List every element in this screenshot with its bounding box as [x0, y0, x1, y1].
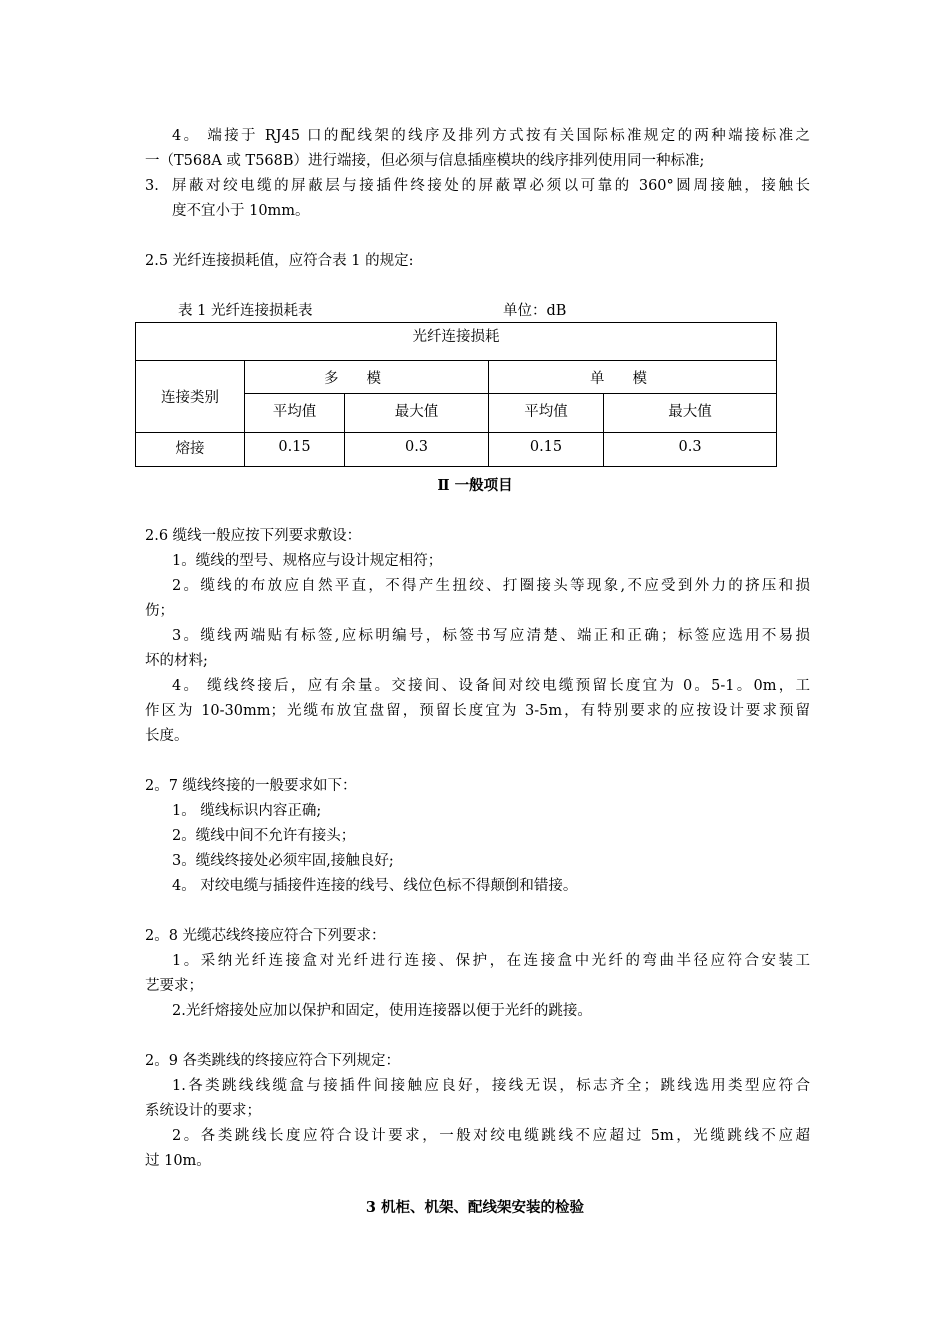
list-item: 1。 缆线标识内容正确; [172, 803, 322, 819]
paragraph-line: 度不宜小于 10mm。 [172, 203, 310, 219]
section-2-7-title: 2。7 缆线终接的一般要求如下： [145, 778, 357, 794]
max-header: 最大值 [604, 394, 777, 433]
table-unit: 单位：dB [503, 303, 567, 319]
list-item: 4。 缆线终接后，应有余量。交接间、设备间对绞电缆预留长度宜为 0。5-1。0m，工 [172, 678, 810, 694]
list-item: 4。 对绞电缆与插接件连接的线号、线位色标不得颠倒和错接。 [172, 878, 578, 894]
list-item-cont: 系统设计的要求； [145, 1103, 261, 1119]
multi-mode-header: 多模 [245, 361, 489, 394]
section-2-9-title: 2。9 各类跳线的终接应符合下列规定： [145, 1053, 401, 1069]
row-name: 熔接 [136, 433, 245, 467]
table-header: 光纤连接损耗 [136, 323, 777, 361]
list-item: 2。各类跳线长度应符合设计要求，一般对绞电缆跳线不应超过 5m，光缆跳线不应超 [172, 1128, 810, 1144]
section-heading: Ⅱ 一般项目 [437, 477, 513, 494]
list-item-cont: 艺要求； [145, 978, 203, 994]
paragraph-line: 4。 端接于 RJ45 口的配线架的线序及排列方式按有关国际标准规定的两种端接标准之 [172, 128, 810, 144]
list-item: 2.光纤熔接处应加以保护和固定，使用连接器以便于光纤的跳接。 [172, 1003, 592, 1019]
max-header: 最大值 [345, 394, 489, 433]
table-cell: 0.15 [489, 433, 604, 467]
table-cell: 0.3 [604, 433, 777, 467]
list-number: 3. [145, 178, 159, 194]
list-item: 3。缆线终接处必须牢固,接触良好; [172, 853, 394, 869]
single-mode-header: 单模 [489, 361, 777, 394]
list-item: 2。缆线中间不允许有接头； [172, 828, 356, 844]
avg-header: 平均值 [245, 394, 345, 433]
list-item-cont: 过 10m。 [145, 1153, 211, 1169]
list-item: 2。缆线的布放应自然平直，不得产生扭绞、打圈接头等现象,不应受到外力的挤压和损 [172, 578, 810, 594]
row-label: 连接类别 [136, 361, 245, 433]
paragraph-line: 屏蔽对绞电缆的屏蔽层与接插件终接处的屏蔽罩必须以可靠的 360°圆周接触，接触长 [172, 178, 810, 194]
table-caption: 表 1 光纤连接损耗表 [178, 303, 313, 319]
list-item: 1.各类跳线线缆盒与接插件间接触应良好，接线无误，标志齐全；跳线选用类型应符合 [172, 1078, 810, 1094]
list-item-cont: 长度。 [145, 728, 189, 744]
list-item: 1。缆线的型号、规格应与设计规定相符； [172, 553, 443, 569]
avg-header: 平均值 [489, 394, 604, 433]
list-item-cont: 坏的材料; [145, 653, 208, 669]
section-2-5-text: 2.5 光纤连接损耗值，应符合表 1 的规定: [145, 253, 414, 269]
chapter-heading: 3 机柜、机架、配线架安装的检验 [365, 1199, 585, 1216]
section-2-8-title: 2。8 光缆芯线终接应符合下列要求： [145, 928, 386, 944]
list-item-cont: 伤； [145, 603, 174, 619]
table-cell: 0.15 [245, 433, 345, 467]
list-item: 3。缆线两端贴有标签,应标明编号，标签书写应清楚、端正和正确；标签应选用不易损 [172, 628, 810, 644]
list-item-cont: 作区为 10-30mm；光缆布放宜盘留，预留长度宜为 3-5m，有特别要求的应按设计要求预留 [145, 703, 810, 719]
table-cell: 0.3 [345, 433, 489, 467]
list-item: 1。采纳光纤连接盒对光纤进行连接、保护，在连接盒中光纤的弯曲半径应符合安装工 [172, 953, 810, 969]
paragraph-line: 一（T568A 或 T568B）进行端接，但必须与信息插座模块的线序排列使用同一种标准; [145, 153, 705, 169]
section-2-6-title: 2.6 缆线一般应按下列要求敷设： [145, 528, 362, 544]
loss-table [135, 322, 777, 467]
